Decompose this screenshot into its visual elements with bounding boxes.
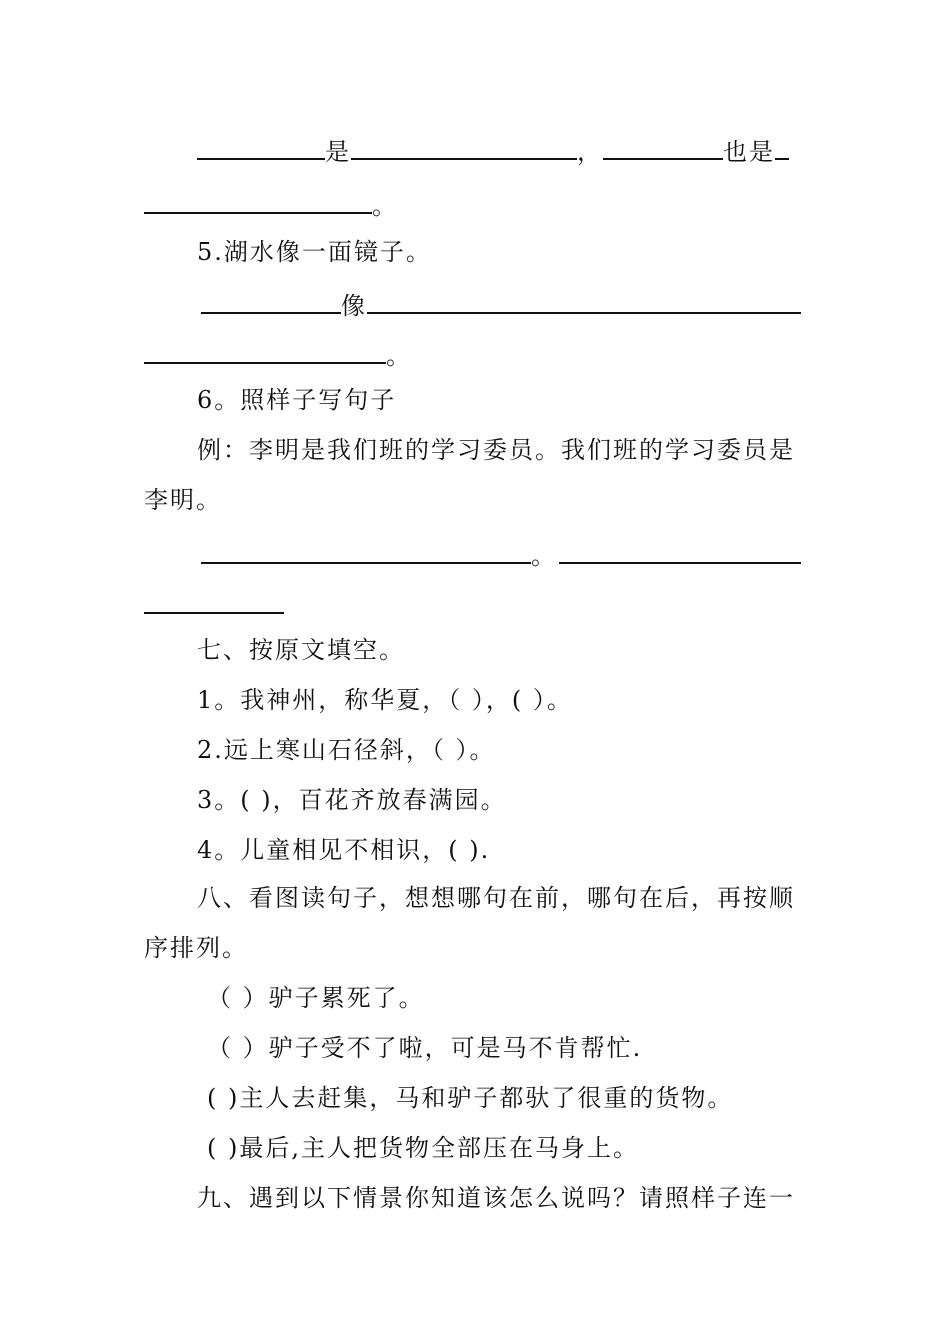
item6-answer-line-2 [144,586,284,618]
list-item: 4。儿童相见不相识，( ). [197,836,491,864]
blank[interactable] [367,286,801,314]
blank[interactable] [775,132,789,160]
blank[interactable] [351,132,577,160]
blank[interactable] [144,186,372,214]
section9-title: 九、遇到以下情景你知道该怎么说吗？请照样子连一 [197,1184,795,1212]
list-item: （ ）驴子累死了。 [207,984,425,1012]
blank[interactable] [144,586,284,614]
section8-title-cont: 序排列。 [144,934,248,962]
list-item: 3。( )，百花齐放春满园。 [197,786,507,814]
q4-answer-line-1: 是 ， 也是 [197,132,789,164]
blank[interactable] [197,132,325,160]
item6-example-line-1: 例：李明是我们班的学习委员。我们班的学习委员是 [197,436,795,464]
item6-example-line-2: 李明。 [144,486,222,514]
q4-answer-line-2: 。 [144,186,398,218]
blank[interactable] [201,286,341,314]
blank[interactable] [603,132,723,160]
item5-prompt: 5.湖水像一面镜子。 [197,238,432,266]
item5-answer-line-1: 像 [201,286,801,318]
section8-title: 八、看图读句子，想想哪句在前，哪句在后，再按顺 [197,884,795,912]
list-item: ( )主人去赶集，马和驴子都驮了很重的货物。 [207,1084,734,1112]
section7-title: 七、按原文填空。 [197,636,405,664]
list-item: （ ）驴子受不了啦，可是马不肯帮忙. [207,1034,643,1062]
blank[interactable] [201,536,531,564]
item5-answer-line-2: 。 [144,336,412,368]
item6-title: 6。照样子写句子 [197,386,397,414]
item6-answer-line-1: 。 [201,536,801,568]
list-item: 2.远上寒山石径斜，（ ）。 [197,736,496,764]
list-item: ( )最后,主人把货物全部压在马身上。 [207,1134,639,1162]
list-item: 1。我神州，称华夏，（ ），( ）。 [197,686,573,714]
blank[interactable] [144,336,386,364]
blank[interactable] [559,536,801,564]
